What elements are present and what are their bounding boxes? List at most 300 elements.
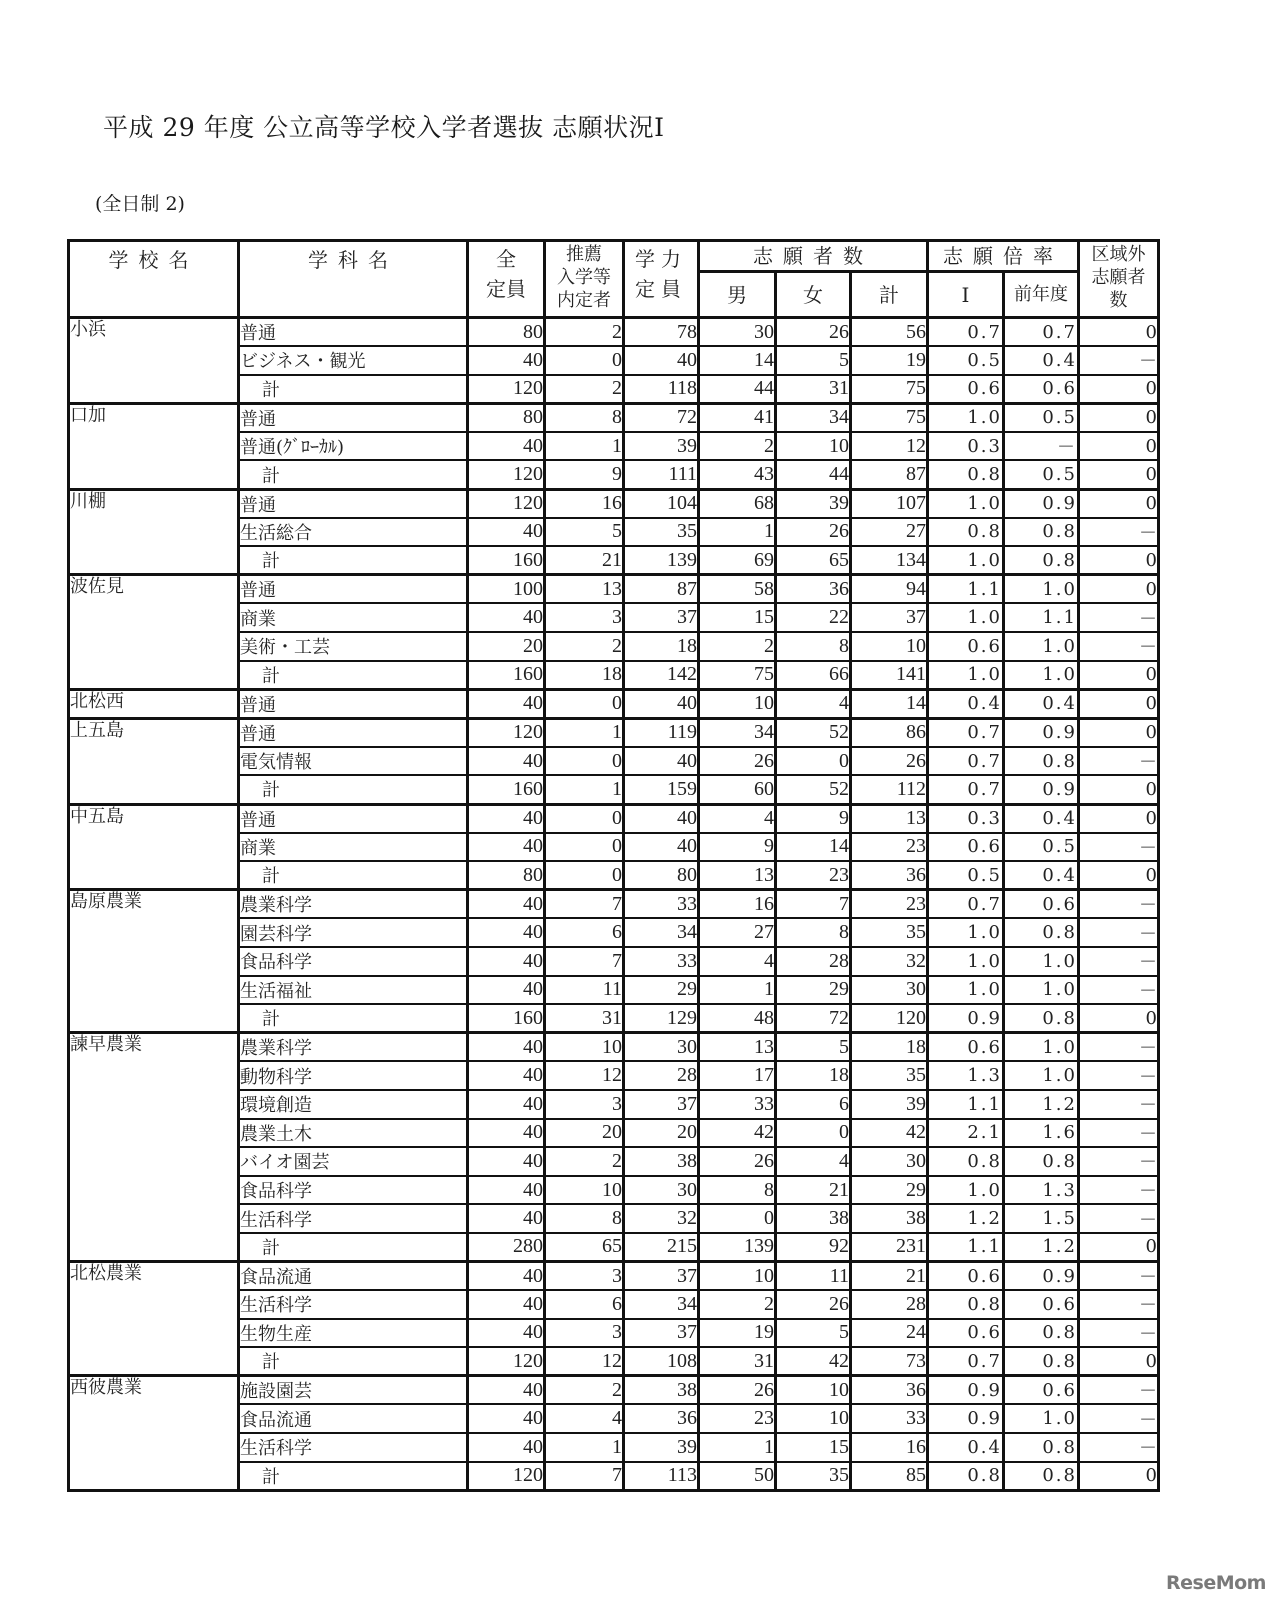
outside-area-cell: 0 bbox=[1079, 1462, 1159, 1491]
outside-area-cell: 0 bbox=[1079, 489, 1159, 518]
total-cell: 231 bbox=[851, 1233, 928, 1262]
ratio-cell: 0.5 bbox=[928, 346, 1004, 375]
recommended-cell: 10 bbox=[545, 1033, 624, 1062]
outside-area-cell: 0 bbox=[1079, 375, 1159, 404]
department-name-cell: 普通(ｸﾞﾛｰｶﾙ) bbox=[239, 432, 468, 461]
ratio-prev-cell: 0.7 bbox=[1004, 318, 1079, 347]
academic-capacity-cell: 37 bbox=[624, 1090, 699, 1119]
department-name-cell: 普通 bbox=[239, 804, 468, 833]
capacity-cell: 40 bbox=[468, 1090, 545, 1119]
total-cell: 75 bbox=[851, 375, 928, 404]
outside-area-cell: － bbox=[1079, 1433, 1159, 1462]
recommended-cell: 1 bbox=[545, 775, 624, 804]
recommended-cell: 7 bbox=[545, 890, 624, 919]
outside-area-cell: － bbox=[1079, 833, 1159, 862]
department-name-cell: 普通 bbox=[239, 318, 468, 347]
school-name-cell: 北松農業 bbox=[69, 1262, 239, 1376]
subtotal-label: 計 bbox=[239, 861, 468, 890]
recommended-cell: 1 bbox=[545, 1433, 624, 1462]
school-name-cell: 北松西 bbox=[69, 689, 239, 718]
ratio-prev-cell: 0.4 bbox=[1004, 689, 1079, 718]
department-name-cell: 普通 bbox=[239, 689, 468, 718]
ratio-cell: 1.1 bbox=[928, 1090, 1004, 1119]
female-cell: 21 bbox=[776, 1176, 851, 1205]
ratio-prev-cell: 1.2 bbox=[1004, 1233, 1079, 1262]
capacity-cell: 40 bbox=[468, 689, 545, 718]
recommended-cell: 3 bbox=[545, 1319, 624, 1348]
academic-capacity-cell: 111 bbox=[624, 460, 699, 489]
female-cell: 38 bbox=[776, 1204, 851, 1233]
ratio-cell: 1.3 bbox=[928, 1061, 1004, 1090]
department-name-cell: 商業 bbox=[239, 833, 468, 862]
recommended-cell: 7 bbox=[545, 1462, 624, 1491]
female-cell: 29 bbox=[776, 976, 851, 1005]
outside-area-cell: － bbox=[1079, 1090, 1159, 1119]
table-row bbox=[69, 804, 1159, 833]
male-cell: 9 bbox=[699, 833, 776, 862]
female-cell: 5 bbox=[776, 1033, 851, 1062]
academic-capacity-cell: 40 bbox=[624, 747, 699, 776]
recommended-cell: 3 bbox=[545, 1090, 624, 1119]
capacity-cell: 40 bbox=[468, 833, 545, 862]
total-cell: 30 bbox=[851, 976, 928, 1005]
outside-area-cell: 0 bbox=[1079, 432, 1159, 461]
academic-capacity-cell: 38 bbox=[624, 1147, 699, 1176]
total-cell: 38 bbox=[851, 1204, 928, 1233]
academic-capacity-cell: 37 bbox=[624, 1262, 699, 1291]
department-name-cell: 生活科学 bbox=[239, 1204, 468, 1233]
ratio-cell: 0.5 bbox=[928, 861, 1004, 890]
total-cell: 87 bbox=[851, 460, 928, 489]
ratio-prev-cell: 0.6 bbox=[1004, 1376, 1079, 1405]
total-cell: 39 bbox=[851, 1090, 928, 1119]
school-name-cell: 中五島 bbox=[69, 804, 239, 890]
outside-area-cell: 0 bbox=[1079, 318, 1159, 347]
ratio-prev-cell: 0.8 bbox=[1004, 747, 1079, 776]
ratio-cell: 0.7 bbox=[928, 890, 1004, 919]
table-row bbox=[69, 1262, 1159, 1291]
recommended-cell: 2 bbox=[545, 375, 624, 404]
male-cell: 44 bbox=[699, 375, 776, 404]
outside-area-cell: 0 bbox=[1079, 689, 1159, 718]
outside-area-cell: － bbox=[1079, 1290, 1159, 1319]
total-cell: 56 bbox=[851, 318, 928, 347]
total-cell: 86 bbox=[851, 718, 928, 747]
department-name-cell: 普通 bbox=[239, 575, 468, 604]
capacity-cell: 40 bbox=[468, 1433, 545, 1462]
recommended-cell: 20 bbox=[545, 1119, 624, 1148]
academic-capacity-cell: 32 bbox=[624, 1204, 699, 1233]
department-name-cell: 農業科学 bbox=[239, 1033, 468, 1062]
ratio-cell: 0.8 bbox=[928, 460, 1004, 489]
department-name-cell: 生活科学 bbox=[239, 1290, 468, 1319]
capacity-cell: 40 bbox=[468, 1290, 545, 1319]
department-name-cell: 食品科学 bbox=[239, 947, 468, 976]
recommended-cell: 8 bbox=[545, 403, 624, 432]
header-ratio-1: Ⅰ bbox=[928, 272, 1004, 318]
academic-capacity-cell: 118 bbox=[624, 375, 699, 404]
capacity-cell: 40 bbox=[468, 346, 545, 375]
academic-capacity-cell: 40 bbox=[624, 346, 699, 375]
capacity-cell: 40 bbox=[468, 1404, 545, 1433]
capacity-cell: 120 bbox=[468, 718, 545, 747]
ratio-cell: 1.0 bbox=[928, 603, 1004, 632]
ratio-cell: 0.8 bbox=[928, 518, 1004, 547]
ratio-cell: 0.6 bbox=[928, 375, 1004, 404]
ratio-cell: 0.6 bbox=[928, 1033, 1004, 1062]
academic-capacity-cell: 215 bbox=[624, 1233, 699, 1262]
capacity-cell: 40 bbox=[468, 1376, 545, 1405]
school-name-cell: 波佐見 bbox=[69, 575, 239, 689]
female-cell: 15 bbox=[776, 1433, 851, 1462]
department-name-cell: 生活総合 bbox=[239, 518, 468, 547]
total-cell: 23 bbox=[851, 833, 928, 862]
male-cell: 0 bbox=[699, 1204, 776, 1233]
ratio-prev-cell: 0.4 bbox=[1004, 804, 1079, 833]
ratio-prev-cell: 0.8 bbox=[1004, 1347, 1079, 1376]
female-cell: 52 bbox=[776, 775, 851, 804]
ratio-cell: 1.2 bbox=[928, 1204, 1004, 1233]
recommended-cell: 5 bbox=[545, 518, 624, 547]
header-ratio: 志願倍率 bbox=[928, 241, 1079, 272]
capacity-cell: 40 bbox=[468, 432, 545, 461]
academic-capacity-cell: 113 bbox=[624, 1462, 699, 1491]
male-cell: 13 bbox=[699, 861, 776, 890]
recommended-cell: 3 bbox=[545, 1262, 624, 1291]
table-row bbox=[69, 1376, 1159, 1405]
academic-capacity-cell: 35 bbox=[624, 518, 699, 547]
academic-capacity-cell: 34 bbox=[624, 1290, 699, 1319]
school-name-cell: 小浜 bbox=[69, 318, 239, 404]
academic-capacity-cell: 104 bbox=[624, 489, 699, 518]
academic-capacity-cell: 40 bbox=[624, 689, 699, 718]
department-name-cell: 食品科学 bbox=[239, 1176, 468, 1205]
male-cell: 17 bbox=[699, 1061, 776, 1090]
male-cell: 58 bbox=[699, 575, 776, 604]
capacity-cell: 40 bbox=[468, 1262, 545, 1291]
recommended-cell: 2 bbox=[545, 1147, 624, 1176]
male-cell: 26 bbox=[699, 1376, 776, 1405]
academic-capacity-cell: 28 bbox=[624, 1061, 699, 1090]
ratio-cell: 0.3 bbox=[928, 432, 1004, 461]
capacity-cell: 40 bbox=[468, 1119, 545, 1148]
male-cell: 10 bbox=[699, 1262, 776, 1291]
table-row bbox=[69, 575, 1159, 604]
school-name-cell: 川棚 bbox=[69, 489, 239, 575]
total-cell: 107 bbox=[851, 489, 928, 518]
header-total: 計 bbox=[851, 272, 928, 318]
male-cell: 43 bbox=[699, 460, 776, 489]
female-cell: 0 bbox=[776, 1119, 851, 1148]
recommended-cell: 0 bbox=[545, 747, 624, 776]
outside-area-cell: － bbox=[1079, 1119, 1159, 1148]
ratio-cell: 0.6 bbox=[928, 833, 1004, 862]
subtotal-label: 計 bbox=[239, 1462, 468, 1491]
department-name-cell: 普通 bbox=[239, 718, 468, 747]
outside-area-cell: － bbox=[1079, 1061, 1159, 1090]
table-row bbox=[69, 489, 1159, 518]
ratio-prev-cell: 1.0 bbox=[1004, 1033, 1079, 1062]
male-cell: 1 bbox=[699, 1433, 776, 1462]
capacity-cell: 40 bbox=[468, 1147, 545, 1176]
recommended-cell: 4 bbox=[545, 1404, 624, 1433]
recommended-cell: 21 bbox=[545, 546, 624, 575]
department-name-cell: 施設園芸 bbox=[239, 1376, 468, 1405]
department-name-cell: 園芸科学 bbox=[239, 918, 468, 947]
department-name-cell: 電気情報 bbox=[239, 747, 468, 776]
female-cell: 10 bbox=[776, 1376, 851, 1405]
ratio-cell: 0.9 bbox=[928, 1404, 1004, 1433]
ratio-prev-cell: － bbox=[1004, 432, 1079, 461]
page-title: 平成 29 年度 公立高等学校入学者選抜 志願状況Ⅰ bbox=[103, 113, 665, 142]
recommended-cell: 31 bbox=[545, 1004, 624, 1033]
header-recommended: 推薦 入学等 内定者 bbox=[545, 241, 624, 318]
ratio-prev-cell: 0.6 bbox=[1004, 375, 1079, 404]
recommended-cell: 0 bbox=[545, 833, 624, 862]
ratio-prev-cell: 0.8 bbox=[1004, 1433, 1079, 1462]
ratio-prev-cell: 0.5 bbox=[1004, 403, 1079, 432]
outside-area-cell: － bbox=[1079, 1319, 1159, 1348]
total-cell: 32 bbox=[851, 947, 928, 976]
header-school: 学校名 bbox=[69, 241, 239, 318]
header-female: 女 bbox=[776, 272, 851, 318]
table-row-total bbox=[69, 689, 1159, 718]
academic-capacity-cell: 34 bbox=[624, 918, 699, 947]
outside-area-cell: 0 bbox=[1079, 575, 1159, 604]
department-name-cell: 環境創造 bbox=[239, 1090, 468, 1119]
academic-capacity-cell: 119 bbox=[624, 718, 699, 747]
outside-area-cell: 0 bbox=[1079, 775, 1159, 804]
capacity-cell: 40 bbox=[468, 804, 545, 833]
ratio-prev-cell: 0.8 bbox=[1004, 1319, 1079, 1348]
outside-area-cell: 0 bbox=[1079, 861, 1159, 890]
department-name-cell: 普通 bbox=[239, 403, 468, 432]
capacity-cell: 20 bbox=[468, 632, 545, 661]
ratio-cell: 1.1 bbox=[928, 575, 1004, 604]
ratio-prev-cell: 0.9 bbox=[1004, 1262, 1079, 1291]
female-cell: 6 bbox=[776, 1090, 851, 1119]
academic-capacity-cell: 108 bbox=[624, 1347, 699, 1376]
ratio-prev-cell: 1.0 bbox=[1004, 632, 1079, 661]
female-cell: 52 bbox=[776, 718, 851, 747]
academic-capacity-cell: 30 bbox=[624, 1033, 699, 1062]
capacity-cell: 40 bbox=[468, 747, 545, 776]
outside-area-cell: － bbox=[1079, 1204, 1159, 1233]
recommended-cell: 1 bbox=[545, 432, 624, 461]
academic-capacity-cell: 72 bbox=[624, 403, 699, 432]
academic-capacity-cell: 33 bbox=[624, 890, 699, 919]
female-cell: 14 bbox=[776, 833, 851, 862]
female-cell: 4 bbox=[776, 689, 851, 718]
male-cell: 34 bbox=[699, 718, 776, 747]
total-cell: 134 bbox=[851, 546, 928, 575]
male-cell: 13 bbox=[699, 1033, 776, 1062]
recommended-cell: 12 bbox=[545, 1347, 624, 1376]
department-name-cell: 商業 bbox=[239, 603, 468, 632]
academic-capacity-cell: 40 bbox=[624, 804, 699, 833]
male-cell: 26 bbox=[699, 1147, 776, 1176]
recommended-cell: 8 bbox=[545, 1204, 624, 1233]
total-cell: 37 bbox=[851, 603, 928, 632]
recommended-cell: 11 bbox=[545, 976, 624, 1005]
capacity-cell: 100 bbox=[468, 575, 545, 604]
male-cell: 50 bbox=[699, 1462, 776, 1491]
capacity-cell: 160 bbox=[468, 1004, 545, 1033]
recommended-cell: 0 bbox=[545, 861, 624, 890]
female-cell: 39 bbox=[776, 489, 851, 518]
outside-area-cell: － bbox=[1079, 603, 1159, 632]
ratio-prev-cell: 1.0 bbox=[1004, 1404, 1079, 1433]
outside-area-cell: 0 bbox=[1079, 1347, 1159, 1376]
outside-area-cell: － bbox=[1079, 747, 1159, 776]
recommended-cell: 6 bbox=[545, 918, 624, 947]
academic-capacity-cell: 30 bbox=[624, 1176, 699, 1205]
outside-area-cell: 0 bbox=[1079, 460, 1159, 489]
outside-area-cell: 0 bbox=[1079, 1004, 1159, 1033]
female-cell: 72 bbox=[776, 1004, 851, 1033]
outside-area-cell: － bbox=[1079, 1404, 1159, 1433]
outside-area-cell: 0 bbox=[1079, 403, 1159, 432]
total-cell: 94 bbox=[851, 575, 928, 604]
section-subtitle: (全日制 2) bbox=[95, 193, 185, 215]
ratio-cell: 0.6 bbox=[928, 1262, 1004, 1291]
recommended-cell: 18 bbox=[545, 661, 624, 690]
capacity-cell: 160 bbox=[468, 661, 545, 690]
male-cell: 8 bbox=[699, 1176, 776, 1205]
header-department: 学科名 bbox=[239, 241, 468, 318]
ratio-prev-cell: 0.9 bbox=[1004, 775, 1079, 804]
ratio-prev-cell: 0.8 bbox=[1004, 1462, 1079, 1491]
table-row bbox=[69, 718, 1159, 747]
recommended-cell: 3 bbox=[545, 603, 624, 632]
table-body bbox=[69, 318, 1159, 1491]
total-cell: 35 bbox=[851, 918, 928, 947]
total-cell: 27 bbox=[851, 518, 928, 547]
outside-area-cell: 0 bbox=[1079, 804, 1159, 833]
academic-capacity-cell: 18 bbox=[624, 632, 699, 661]
outside-area-cell: 0 bbox=[1079, 661, 1159, 690]
academic-capacity-cell: 36 bbox=[624, 1404, 699, 1433]
recommended-cell: 65 bbox=[545, 1233, 624, 1262]
total-cell: 85 bbox=[851, 1462, 928, 1491]
recommended-cell: 13 bbox=[545, 575, 624, 604]
total-cell: 75 bbox=[851, 403, 928, 432]
female-cell: 92 bbox=[776, 1233, 851, 1262]
capacity-cell: 40 bbox=[468, 918, 545, 947]
total-cell: 112 bbox=[851, 775, 928, 804]
ratio-cell: 0.3 bbox=[928, 804, 1004, 833]
recommended-cell: 16 bbox=[545, 489, 624, 518]
department-name-cell: ビジネス・観光 bbox=[239, 346, 468, 375]
ratio-cell: 1.0 bbox=[928, 1176, 1004, 1205]
female-cell: 65 bbox=[776, 546, 851, 575]
recommended-cell: 0 bbox=[545, 346, 624, 375]
male-cell: 139 bbox=[699, 1233, 776, 1262]
male-cell: 19 bbox=[699, 1319, 776, 1348]
capacity-cell: 40 bbox=[468, 1319, 545, 1348]
outside-area-cell: － bbox=[1079, 1033, 1159, 1062]
ratio-prev-cell: 1.0 bbox=[1004, 1061, 1079, 1090]
ratio-prev-cell: 0.4 bbox=[1004, 861, 1079, 890]
female-cell: 26 bbox=[776, 318, 851, 347]
ratio-prev-cell: 0.5 bbox=[1004, 833, 1079, 862]
outside-area-cell: 0 bbox=[1079, 718, 1159, 747]
ratio-prev-cell: 0.9 bbox=[1004, 718, 1079, 747]
male-cell: 15 bbox=[699, 603, 776, 632]
total-cell: 35 bbox=[851, 1061, 928, 1090]
ratio-cell: 2.1 bbox=[928, 1119, 1004, 1148]
female-cell: 0 bbox=[776, 747, 851, 776]
academic-capacity-cell: 20 bbox=[624, 1119, 699, 1148]
ratio-prev-cell: 1.0 bbox=[1004, 947, 1079, 976]
academic-capacity-cell: 159 bbox=[624, 775, 699, 804]
female-cell: 22 bbox=[776, 603, 851, 632]
academic-capacity-cell: 38 bbox=[624, 1376, 699, 1405]
male-cell: 33 bbox=[699, 1090, 776, 1119]
table-row bbox=[69, 1033, 1159, 1062]
capacity-cell: 120 bbox=[468, 1462, 545, 1491]
male-cell: 2 bbox=[699, 1290, 776, 1319]
recommended-cell: 12 bbox=[545, 1061, 624, 1090]
ratio-cell: 1.0 bbox=[928, 947, 1004, 976]
outside-area-cell: － bbox=[1079, 1176, 1159, 1205]
ratio-cell: 1.0 bbox=[928, 661, 1004, 690]
female-cell: 23 bbox=[776, 861, 851, 890]
academic-capacity-cell: 37 bbox=[624, 1319, 699, 1348]
school-name-cell: 西彼農業 bbox=[69, 1376, 239, 1490]
total-cell: 28 bbox=[851, 1290, 928, 1319]
department-name-cell: 農業土木 bbox=[239, 1119, 468, 1148]
table-row bbox=[69, 403, 1159, 432]
recommended-cell: 10 bbox=[545, 1176, 624, 1205]
total-cell: 23 bbox=[851, 890, 928, 919]
total-cell: 13 bbox=[851, 804, 928, 833]
capacity-cell: 280 bbox=[468, 1233, 545, 1262]
ratio-prev-cell: 0.6 bbox=[1004, 890, 1079, 919]
capacity-cell: 80 bbox=[468, 861, 545, 890]
ratio-cell: 0.6 bbox=[928, 632, 1004, 661]
outside-area-cell: － bbox=[1079, 918, 1159, 947]
total-cell: 16 bbox=[851, 1433, 928, 1462]
total-cell: 73 bbox=[851, 1347, 928, 1376]
capacity-cell: 40 bbox=[468, 1176, 545, 1205]
academic-capacity-cell: 40 bbox=[624, 833, 699, 862]
female-cell: 28 bbox=[776, 947, 851, 976]
recommended-cell: 6 bbox=[545, 1290, 624, 1319]
ratio-prev-cell: 1.0 bbox=[1004, 575, 1079, 604]
female-cell: 42 bbox=[776, 1347, 851, 1376]
female-cell: 4 bbox=[776, 1147, 851, 1176]
ratio-cell: 0.8 bbox=[928, 1462, 1004, 1491]
department-name-cell: 生活科学 bbox=[239, 1433, 468, 1462]
applicant-status-table bbox=[67, 239, 1160, 1492]
male-cell: 2 bbox=[699, 632, 776, 661]
capacity-cell: 40 bbox=[468, 947, 545, 976]
department-name-cell: 農業科学 bbox=[239, 890, 468, 919]
academic-capacity-cell: 78 bbox=[624, 318, 699, 347]
outside-area-cell: － bbox=[1079, 1376, 1159, 1405]
academic-capacity-cell: 80 bbox=[624, 861, 699, 890]
ratio-prev-cell: 0.8 bbox=[1004, 546, 1079, 575]
ratio-cell: 0.8 bbox=[928, 1290, 1004, 1319]
male-cell: 2 bbox=[699, 432, 776, 461]
header-academic-capacity: 学力 定員 bbox=[624, 241, 699, 318]
ratio-prev-cell: 0.8 bbox=[1004, 918, 1079, 947]
female-cell: 18 bbox=[776, 1061, 851, 1090]
recommended-cell: 0 bbox=[545, 804, 624, 833]
female-cell: 66 bbox=[776, 661, 851, 690]
total-cell: 36 bbox=[851, 861, 928, 890]
